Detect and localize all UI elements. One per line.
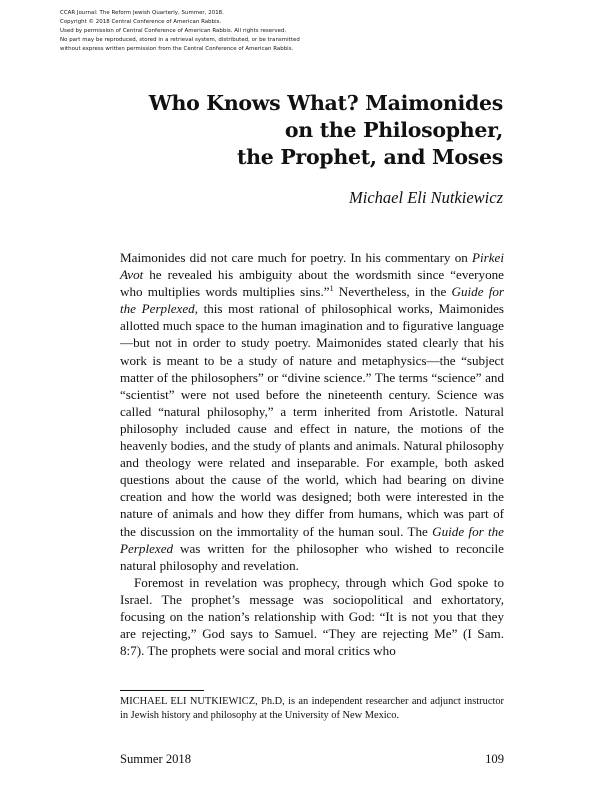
italic-title: Pirkei Avot xyxy=(120,250,504,283)
title-line: the Prophet, and Moses xyxy=(236,145,503,169)
body-text-run: Nevertheless, in the xyxy=(333,284,452,300)
copyright-notice xyxy=(60,9,360,54)
footer-issue: Summer 2018 xyxy=(120,752,192,766)
article-author: Michael Eli Nutkiewicz xyxy=(349,188,503,207)
body-text-run: he revealed his ambiguity about the wordsmith since “everyone who multiplies words multiplies sins.” xyxy=(120,267,504,300)
page-number: 109 xyxy=(485,752,504,766)
italic-title: Guide for the Perplexed xyxy=(120,284,504,317)
copyright-line: Copyright © 2018 Central Conference of American Rabbis. xyxy=(60,19,222,25)
title-line: on the Philosopher, xyxy=(284,118,503,142)
copyright-line: without express written permission from the Central Conference of American Rabbis. xyxy=(60,46,294,52)
body-paragraph xyxy=(120,249,504,574)
footnote-divider xyxy=(120,690,204,691)
body-text-run: was written for the philosopher who wished to reconcile natural philosophy and revelation. xyxy=(120,540,504,573)
article-title xyxy=(120,90,503,171)
author-footnote: MICHAEL ELI NUTKIEWICZ, Ph.D, is an independent researcher and adjunct instructor in Jewish history and philosophy at the University of New Mexico. xyxy=(120,696,504,721)
copyright-line: Used by permission of Central Conference of American Rabbis. All rights reserved. xyxy=(60,28,287,34)
body-paragraph: Foremost in revelation was prophecy, through which God spoke to Israel. The prophet’s message was sociopolitical and exhortatory, focusing on the nation’s relationship with God: “It is not you that they are rejecting,” God says to Samuel. “They are rejecting Me” (I Sam. 8:7). The prophets were social and moral critics who xyxy=(120,574,504,659)
article-body xyxy=(120,249,504,659)
copyright-line: No part may be reproduced, stored in a retrieval system, distributed, or be transmitted xyxy=(60,37,300,43)
body-text-run: Maimonides did not care much for poetry. In his commentary on xyxy=(120,250,472,265)
footnote-marker: 1 xyxy=(329,284,334,294)
title-line: Who Knows What? Maimonides xyxy=(148,91,503,115)
copyright-line: CCAR Journal: The Reform Jewish Quarterly, Summer, 2018. xyxy=(60,10,224,16)
italic-title: Guide for the Perplexed xyxy=(120,523,504,556)
body-text-run: , this most rational of philosophical works, Maimonides allotted much space to the human imagination and to figurative language—but not in order to study poetry. Maimonides stated clearly that his work is meant to be a study of nature and metaphysics—the “subject matter of the philosophers” or “divine science.” The terms “science” and “scientist” were not used before the nineteenth century. Science was called “natural philosophy,” a term inherited from Aristotle. Natural philosophy included cause and effect in nature, the motions of the heavenly bodies, and the study of plants and animals. Natural philosophy and theology were related and inseparable. For example, both asked questions about the cause of the world, which had bearing on divine creation and how the world was designed; both were interested in the nature of animals and how they differ from humans, which was part of the discussion on the immortality of the human soul. The xyxy=(120,301,504,539)
